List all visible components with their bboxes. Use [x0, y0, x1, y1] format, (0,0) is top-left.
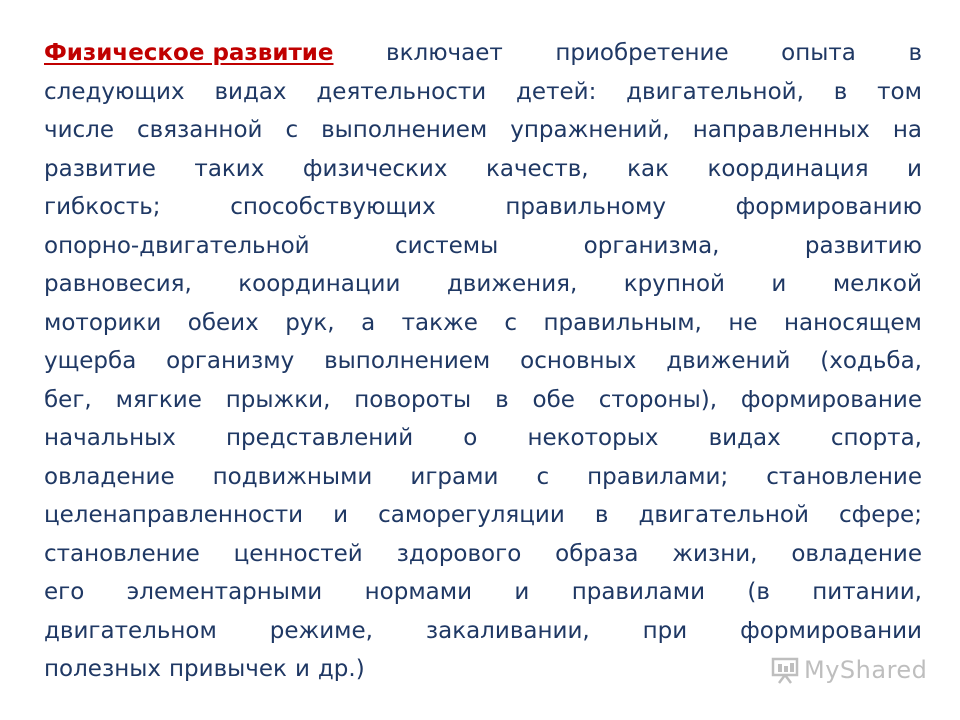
text-line [44, 265, 922, 304]
word: повороты [354, 386, 472, 413]
word: правилами; [587, 463, 729, 490]
word: двигательной, [626, 78, 804, 105]
word: движения, [446, 271, 578, 297]
word: ценностей [233, 540, 363, 567]
watermark [770, 655, 927, 685]
word: физических [302, 155, 448, 182]
word: приобретение [555, 40, 729, 66]
word: опорно-двигательной [44, 232, 310, 259]
word: крупной [623, 271, 725, 297]
word: том [877, 78, 922, 105]
word: основных [520, 348, 637, 374]
word: связанной [137, 117, 263, 143]
word: закаливании, [425, 617, 590, 644]
word: нормами [364, 579, 473, 605]
text-line [44, 458, 922, 497]
word: формировании [740, 617, 922, 644]
text-line [44, 535, 922, 574]
word: гибкость; [44, 194, 161, 220]
word: (ходьба, [820, 348, 922, 374]
word: видах [214, 78, 287, 105]
word: с [536, 463, 550, 490]
word: координация [707, 155, 869, 182]
word: и [333, 502, 349, 528]
word: качеств, [485, 155, 589, 182]
word: начальных [44, 425, 176, 451]
word: таких [194, 155, 265, 182]
word: мелкой [832, 271, 922, 297]
word: правильному [505, 194, 666, 220]
word: сфере; [838, 502, 922, 528]
word: формирование [740, 386, 922, 413]
word: играми [410, 463, 499, 490]
word: включает [386, 40, 503, 66]
definition-paragraph [44, 34, 922, 689]
word: системы [395, 232, 499, 259]
word: привычек [169, 656, 287, 682]
word: также [401, 309, 478, 336]
text-line [44, 111, 922, 150]
word: стороны), [598, 386, 718, 413]
word: его [44, 579, 85, 605]
word: саморегуляции [378, 502, 565, 528]
word: и [907, 155, 922, 182]
text-line [44, 612, 922, 651]
word: жизни, [672, 540, 758, 567]
word: развитию [804, 232, 922, 259]
word: следующих [44, 78, 185, 105]
word: подвижными [212, 463, 373, 490]
word: упражнений, [510, 117, 670, 143]
text-line [44, 419, 922, 458]
word: числе [44, 117, 115, 143]
word: здорового [396, 540, 522, 567]
word: питании, [812, 579, 922, 605]
word: (в [747, 579, 770, 605]
word: ущерба [44, 348, 137, 374]
word: а [361, 309, 376, 336]
word: прыжки, [225, 386, 331, 413]
word: организма, [583, 232, 720, 259]
word: спорта, [830, 425, 922, 451]
word: режиме, [269, 617, 373, 644]
word: образа [555, 540, 639, 567]
text-line [44, 496, 922, 535]
highlighted-term: Физическое развитие [44, 40, 334, 66]
presentation-board-icon [770, 655, 800, 685]
word: равновесия, [44, 271, 192, 297]
word: двигательной [638, 502, 809, 528]
word: деятельности [316, 78, 487, 105]
word: опыта [781, 40, 856, 66]
word: организму [166, 348, 295, 374]
word: видах [708, 425, 781, 451]
word: бег, [44, 386, 92, 413]
text-line [44, 227, 922, 266]
word: и [514, 579, 530, 605]
word: представлений [226, 425, 414, 451]
word: и [771, 271, 787, 297]
word: в [908, 40, 922, 66]
word: формированию [735, 194, 922, 220]
word: элементарными [126, 579, 323, 605]
word: выполнением [324, 348, 491, 374]
word: обеих [187, 309, 259, 336]
word: др.) [317, 656, 365, 682]
word: в [594, 502, 609, 528]
word: детей: [516, 78, 597, 105]
text-line [44, 381, 922, 420]
word: в [495, 386, 509, 413]
word: развитие [44, 155, 156, 182]
word: целенаправленности [44, 502, 304, 528]
word: координации [238, 271, 401, 297]
word: двигательном [44, 617, 217, 644]
word: на [892, 117, 922, 143]
word: движений [666, 348, 791, 374]
word: не [728, 309, 758, 336]
watermark-text: MyShared [804, 656, 928, 684]
word: и [294, 656, 310, 682]
word: при [642, 617, 688, 644]
text-line [44, 573, 922, 612]
text-line [44, 342, 922, 381]
word: моторики [44, 309, 162, 336]
word: о [463, 425, 478, 451]
word: наносящем [784, 309, 922, 336]
word: некоторых [527, 425, 659, 451]
word: правилами [571, 579, 706, 605]
word: овладение [44, 463, 175, 490]
word: мягкие [115, 386, 202, 413]
word: овладение [791, 540, 922, 567]
word: как [627, 155, 669, 182]
word: с [504, 309, 518, 336]
word: в [833, 78, 848, 105]
word: обе [532, 386, 575, 413]
text-line [44, 150, 922, 189]
word: становление [44, 540, 200, 567]
word: полезных [44, 656, 161, 682]
word: выполнением [321, 117, 488, 143]
word: правильным, [543, 309, 702, 336]
word: способствующих [230, 194, 436, 220]
word: с [285, 117, 299, 143]
text-line [44, 73, 922, 112]
word: направленных [692, 117, 870, 143]
word: рук, [285, 309, 335, 336]
text-line [44, 188, 922, 227]
word: становление [766, 463, 922, 490]
text-line [44, 304, 922, 343]
text-line [44, 34, 922, 73]
